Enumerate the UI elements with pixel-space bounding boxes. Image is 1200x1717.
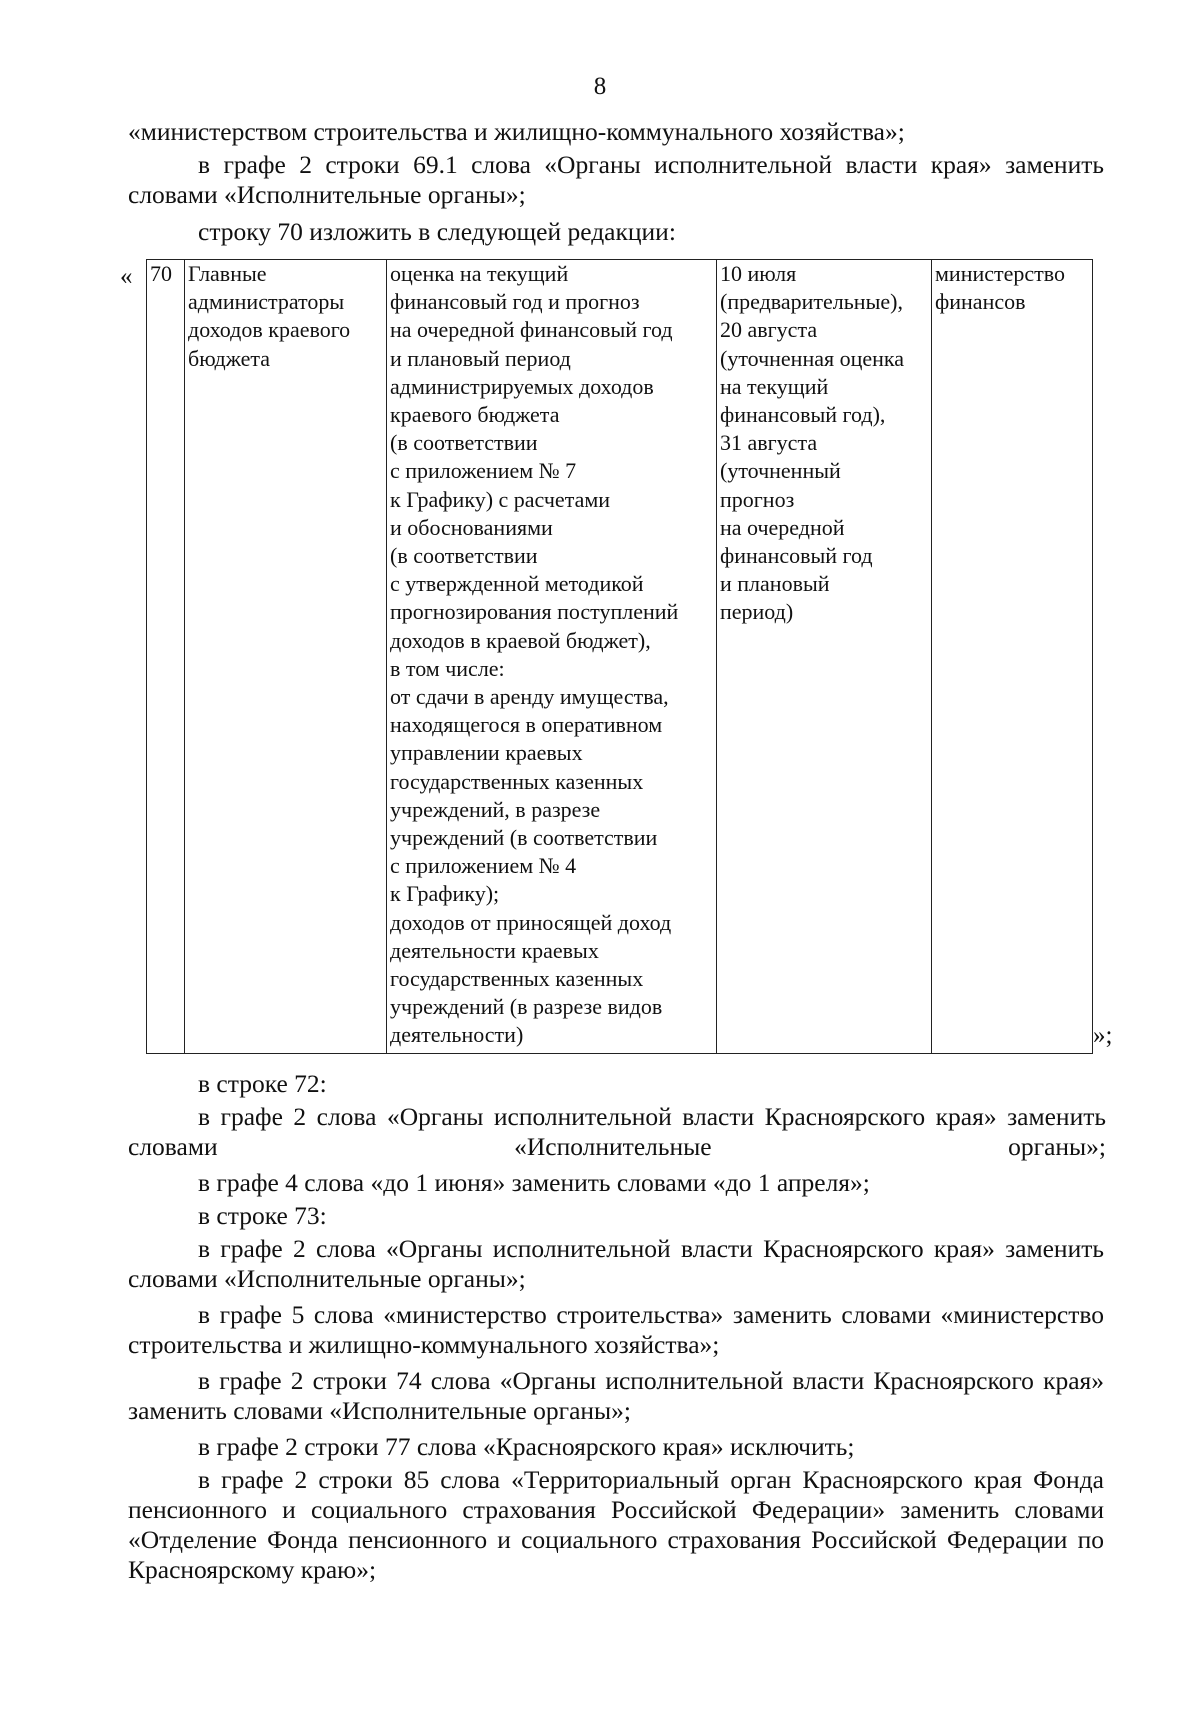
page-number: 8 [593, 73, 607, 100]
paragraph-row-73-col-2: в графе 2 слова «Органы исполнительной власти Красноярского края» заменить словами «Исполнительные органы»; [128, 1234, 1104, 1293]
paragraph-row-85: в графе 2 строки 85 слова «Территориальный орган Красноярского края Фонда пенсионного и социального страхования Российской Федерации» заменить словами «Отделение Фонда пенсионного и социального страхования Российской Федерации по Красноярскому краю»; [128, 1465, 1104, 1584]
table-close-quote: »; [1093, 1022, 1113, 1049]
paragraph-row-69-1: в графе 2 строки 69.1 слова «Органы исполнительной власти края» заменить словами «Исполнительные органы»; [128, 150, 1104, 209]
paragraph-row-72: в строке 72: [198, 1069, 327, 1098]
table-open-quote: « [120, 263, 133, 290]
cell-administrator: Главные администраторы доходов краевого бюджета [185, 260, 387, 1054]
paragraph-row-77: в графе 2 строки 77 слова «Красноярского края» исключить; [198, 1432, 855, 1461]
cell-content: оценка на текущий финансовый год и прогноз на очередной финансовый год и плановый период администрируемых доходов краевого бюджета (в соответствии с приложением № 7 к Графику) с расчетами и обоснованиями (в соответствии с утвержденной методикой прогнозирования поступлений доходов в краевой бюджет), в том числе: от сдачи в аренду имущества, находящегося в оперативном управлении краевых государственных казенных учреждений, в разрезе учреждений (в соответствии с приложением № 4 к Графику); доходов от приносящей доход деятельности краевых государственных казенных учреждений (в разрезе видов деятельности) [387, 260, 717, 1054]
cell-row-number: 70 [147, 260, 185, 1054]
paragraph-row-72-col-4: в графе 4 слова «до 1 июня» заменить словами «до 1 апреля»; [198, 1168, 870, 1197]
paragraph-continuation: «министерством строительства и жилищно-коммунального хозяйства»; [128, 117, 905, 146]
table-row [147, 260, 1093, 1054]
cell-responsible: министерство финансов [932, 260, 1093, 1054]
paragraph-row-73: в строке 73: [198, 1201, 327, 1230]
cell-deadline: 10 июля (предварительные), 20 августа (уточненная оценка на текущий финансовый год), 31 августа (уточненный прогноз на очередной финансовый год и плановый период) [717, 260, 932, 1054]
paragraph-row-70-intro: строку 70 изложить в следующей редакции: [198, 217, 676, 246]
paragraph-row-73-col-5: в графе 5 слова «министерство строительства» заменить словами «министерство строительства и жилищно-коммунального хозяйства»; [128, 1300, 1104, 1359]
amendment-table [146, 259, 1093, 1054]
paragraph-row-72-col-2: в графе 2 слова «Органы исполнительной власти Красноярского края» заменить словами «Исполнительные органы»; [128, 1102, 1106, 1161]
paragraph-row-74: в графе 2 строки 74 слова «Органы исполнительной власти Красноярского края» заменить словами «Исполнительные органы»; [128, 1366, 1104, 1425]
